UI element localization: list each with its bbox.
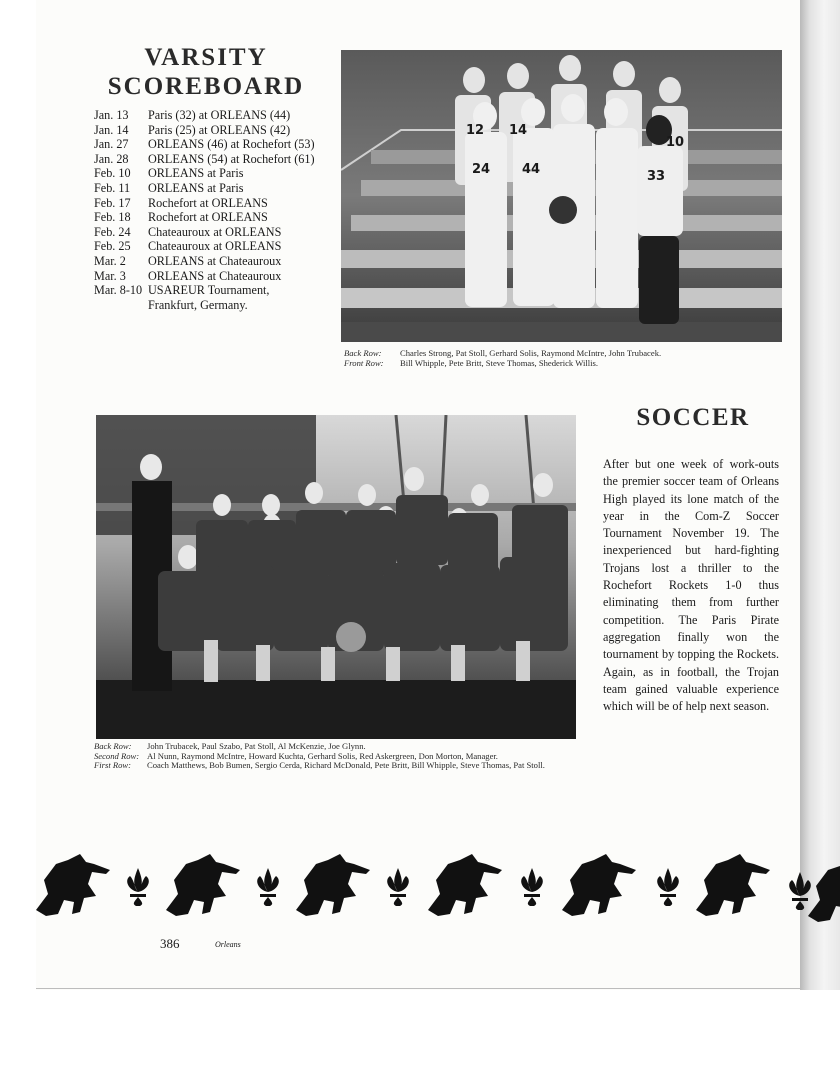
game-row bbox=[94, 225, 319, 240]
game-row bbox=[94, 181, 319, 196]
basketball-caption bbox=[344, 349, 784, 368]
game-match: ORLEANS at Chateauroux bbox=[148, 268, 282, 283]
fleur-de-lis-icon bbox=[657, 868, 679, 906]
soccer-body: After but one week of work-outs the premier soccer team of Orleans High played its lone match of the year in the Com-Z Soccer Tournament November 19. The inexperienced but hard-fighting Trojans lost a thriller to the Rochefort Rockets 1-0 thus eliminating them from further competition. The Paris Pirate aggregation finally won the tournament by topping the Rockets. Again, as in football, the Trojan team gained valuable experience which will be of help next season. bbox=[603, 457, 779, 714]
game-date: Mar. 2 bbox=[94, 253, 126, 268]
game-row bbox=[94, 152, 319, 167]
game-match: Paris (32) at ORLEANS (44) bbox=[148, 108, 291, 122]
game-match: Paris (25) at ORLEANS (42) bbox=[148, 122, 291, 137]
jersey-number: 10 bbox=[666, 135, 685, 150]
trojan-warrior-icon bbox=[562, 854, 636, 916]
trojan-warrior-icon bbox=[166, 854, 240, 916]
trojan-warrior-icon bbox=[696, 854, 770, 916]
game-row bbox=[94, 283, 319, 312]
game-match: ORLEANS (46) at Rochefort (53) bbox=[148, 137, 315, 152]
caption-names: Al Nunn, Raymond McIntre, Howard Kuchta, Gerhard Solis, Red Askergreen, Don Morton, Manager. bbox=[147, 750, 498, 761]
trojan-warrior-icon bbox=[428, 854, 502, 916]
caption-names: Coach Matthews, Bob Bumen, Sergio Cerda, Richard McDonald, Pete Britt, Bill Whipple, Steve Thomas, Pat Stoll. bbox=[147, 760, 545, 771]
jersey-number: 33 bbox=[647, 169, 666, 184]
caption-names: Charles Strong, Pat Stoll, Gerhard Solis, Raymond McIntre, John Trubacek. bbox=[400, 348, 662, 358]
game-row bbox=[94, 269, 319, 284]
page-number: 386 bbox=[160, 936, 180, 951]
soccer-title: SOCCER bbox=[636, 404, 750, 431]
caption-label: Front Row: bbox=[344, 357, 384, 368]
varsity-schedule bbox=[94, 108, 319, 312]
game-date: Jan. 14 bbox=[94, 122, 129, 137]
game-date: Mar. 3 bbox=[94, 268, 126, 283]
caption-names: Bill Whipple, Pete Britt, Steve Thomas, Shederick Willis. bbox=[400, 357, 599, 368]
jersey-number: 14 bbox=[509, 123, 528, 138]
game-date: Jan. 27 bbox=[94, 137, 129, 152]
page-footer-word: Orleans bbox=[215, 940, 241, 949]
game-row bbox=[94, 137, 319, 152]
game-match: USAREUR Tournament, Frankfurt, Germany. bbox=[148, 283, 270, 312]
trojan-warrior-icon bbox=[808, 860, 840, 922]
game-row bbox=[94, 108, 319, 123]
fleur-de-lis-icon bbox=[257, 868, 279, 906]
soccer-team-photo bbox=[96, 415, 576, 739]
caption-names: John Trubacek, Paul Szabo, Pat Stoll, Al McKenzie, Joe Glynn. bbox=[147, 741, 366, 751]
caption-label: Back Row: bbox=[344, 348, 382, 358]
game-row bbox=[94, 123, 319, 138]
trojan-fleur-border bbox=[34, 848, 840, 928]
page-bottom-edge bbox=[36, 988, 800, 989]
game-date: Mar. 8-10 bbox=[94, 283, 143, 298]
fleur-de-lis-icon bbox=[387, 868, 409, 906]
game-match: ORLEANS (54) at Rochefort (61) bbox=[148, 151, 315, 166]
soccer-caption bbox=[94, 742, 580, 771]
fleur-de-lis-icon bbox=[789, 872, 811, 910]
game-match: Chateauroux at ORLEANS bbox=[148, 239, 282, 254]
game-date: Feb. 25 bbox=[94, 239, 131, 254]
page-edge-shadow bbox=[800, 0, 840, 990]
game-date: Jan. 28 bbox=[94, 151, 129, 166]
game-match: ORLEANS at Paris bbox=[148, 180, 244, 195]
game-match: Chateauroux at ORLEANS bbox=[148, 224, 282, 239]
trojan-warrior-icon bbox=[296, 854, 370, 916]
game-date: Jan. 13 bbox=[94, 108, 129, 122]
game-date: Feb. 18 bbox=[94, 210, 131, 225]
game-date: Feb. 11 bbox=[94, 180, 131, 195]
caption-label: Back Row: bbox=[94, 741, 132, 751]
game-row bbox=[94, 239, 319, 254]
game-row bbox=[94, 196, 319, 211]
game-match: ORLEANS at Paris bbox=[148, 166, 244, 181]
game-date: Feb. 10 bbox=[94, 166, 131, 181]
game-date: Feb. 17 bbox=[94, 195, 131, 210]
game-date: Feb. 24 bbox=[94, 224, 131, 239]
caption-label: Second Row: bbox=[94, 750, 140, 761]
basketball-team-photo bbox=[341, 50, 782, 342]
caption-label: First Row: bbox=[94, 760, 132, 771]
game-match: Rochefort at ORLEANS bbox=[148, 210, 268, 225]
trojan-warrior-icon bbox=[36, 854, 110, 916]
jersey-number: 44 bbox=[522, 162, 541, 177]
game-row bbox=[94, 166, 319, 181]
game-row bbox=[94, 210, 319, 225]
jersey-number: 24 bbox=[472, 162, 491, 177]
game-match: Rochefort at ORLEANS bbox=[148, 195, 268, 210]
jersey-number: 12 bbox=[466, 123, 485, 138]
fleur-de-lis-icon bbox=[521, 868, 543, 906]
varsity-title-line2: SCOREBOARD bbox=[107, 73, 305, 100]
game-match: ORLEANS at Chateauroux bbox=[148, 253, 282, 268]
varsity-title-line1: VARSITY bbox=[144, 44, 268, 71]
fleur-de-lis-icon bbox=[127, 868, 149, 906]
game-row bbox=[94, 254, 319, 269]
